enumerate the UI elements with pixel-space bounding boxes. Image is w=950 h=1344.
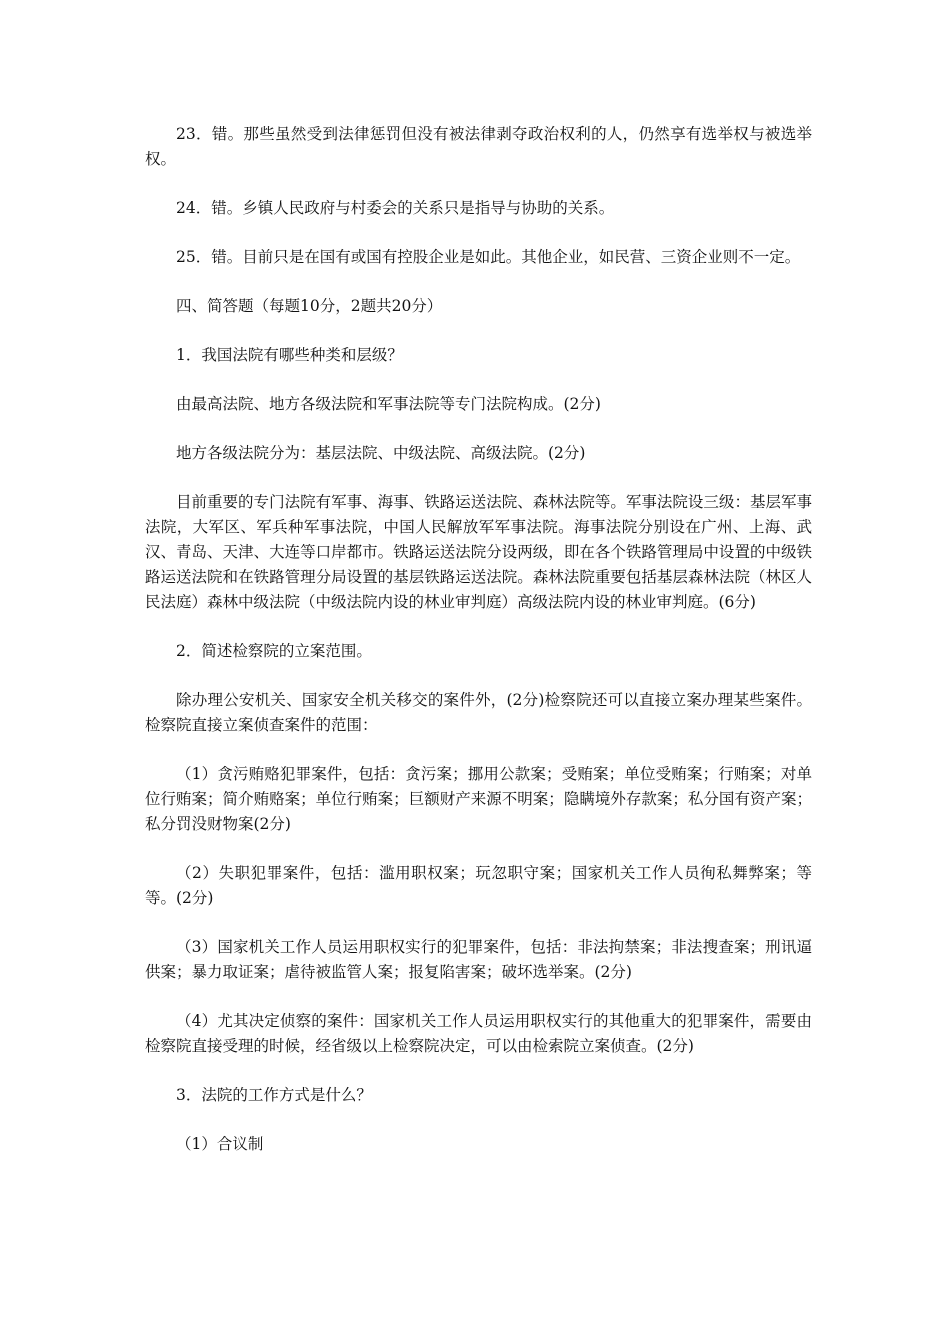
answer-2-item-3: （3）国家机关工作人员运用职权实行的犯罪案件，包括：非法拘禁案；非法搜查案；刑讯逼供案；暴力取证案；虐待被监管人案；报复陷害案；破坏选举案。(2分) bbox=[145, 938, 812, 981]
section-heading-short-answer: 四、简答题（每题10分，2题共20分） bbox=[176, 297, 443, 315]
answer-23: 23．错。那些虽然受到法律惩罚但没有被法律剥夺政治权利的人，仍然享有选举权与被选举权。 bbox=[145, 125, 812, 168]
answer-24: 24．错。乡镇人民政府与村委会的关系只是指导与协助的关系。 bbox=[176, 199, 615, 217]
answer-2-item-4: （4）尤其决定侦察的案件：国家机关工作人员运用职权实行的其他重大的犯罪案件，需要由检察院直接受理的时候，经省级以上检察院决定，可以由检索院立案侦查。(2分) bbox=[145, 1012, 812, 1055]
answer-2-intro: 除办理公安机关、国家安全机关移交的案件外，(2分)检察院还可以直接立案办理某些案件。检察院直接立案侦查案件的范围： bbox=[145, 691, 812, 734]
question-1: 1．我国法院有哪些种类和层级？ bbox=[176, 346, 403, 364]
answer-25: 25．错。目前只是在国有或国有控股企业是如此。其他企业，如民营、三资企业则不一定。 bbox=[176, 248, 801, 266]
answer-2-item-2: （2）失职犯罪案件，包括：滥用职权案；玩忽职守案；国家机关工作人员徇私舞弊案；等等。(2分) bbox=[145, 864, 812, 907]
answer-1-part-2: 地方各级法院分为：基层法院、中级法院、高级法院。(2分) bbox=[176, 444, 586, 462]
answer-1-part-3: 目前重要的专门法院有军事、海事、铁路运送法院、森林法院等。军事法院设三级：基层军事法院，大军区、军兵种军事法院，中国人民解放军军事法院。海事法院分别设在广州、上海、武汉、青岛、天津、大连等口岸都市。铁路运送法院分设两级，即在各个铁路管理局中设置的中级铁路运送法院和在铁路管理分局设置的基层铁路运送法院。森林法院重要包括基层森林法院（林区人民法庭）森林中级法院（中级法院内设的林业审判庭）高级法院内设的林业审判庭。(6分) bbox=[145, 493, 812, 611]
question-3: 3．法院的工作方式是什么？ bbox=[176, 1086, 372, 1104]
document-body bbox=[145, 122, 812, 1181]
question-2: 2．简述检察院的立案范围。 bbox=[176, 642, 372, 660]
answer-3-item-1: （1）合议制 bbox=[176, 1135, 264, 1153]
answer-2-item-1: （1）贪污贿赂犯罪案件，包括：贪污案；挪用公款案；受贿案；单位受贿案；行贿案；对单位行贿案；简介贿赂案；单位行贿案；巨额财产来源不明案；隐瞒境外存款案；私分国有资产案；私分罚没财物案(2分) bbox=[145, 765, 812, 833]
answer-1-part-1: 由最高法院、地方各级法院和军事法院等专门法院构成。(2分) bbox=[176, 395, 601, 413]
